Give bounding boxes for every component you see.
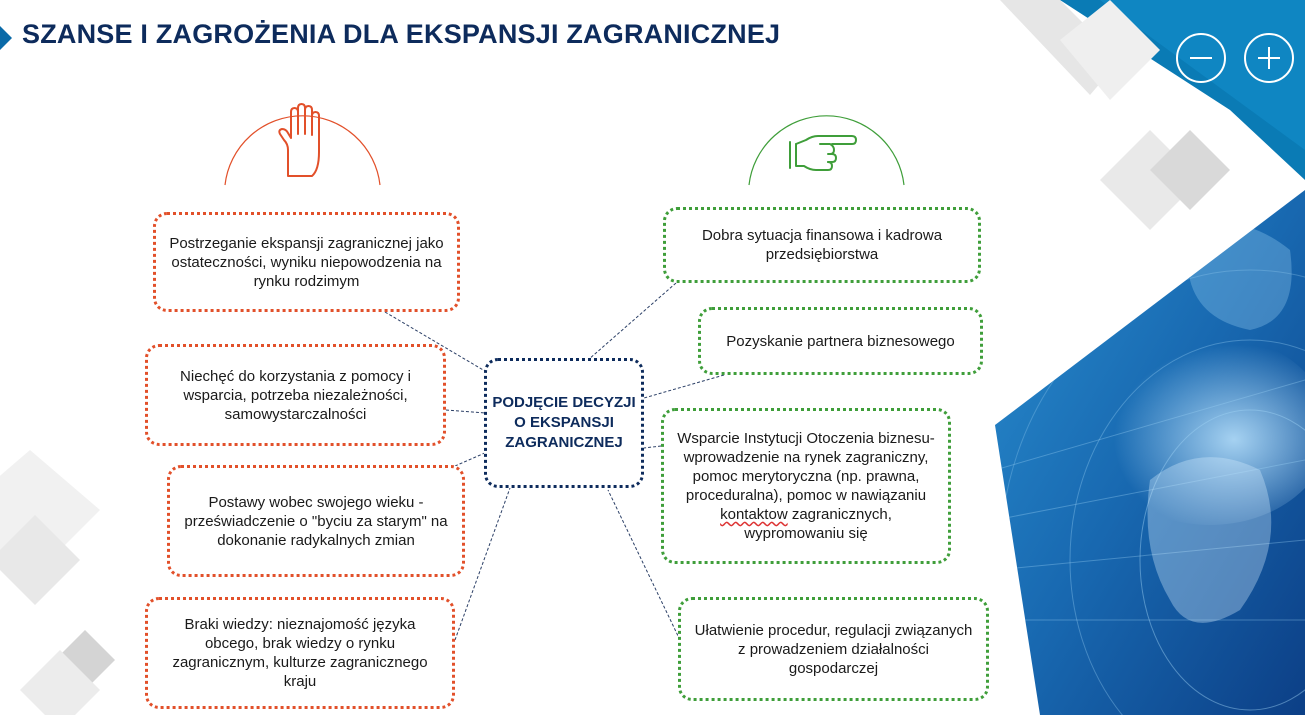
threat-box-4: Braki wiedzy: nieznajomość języka obcego, brak wiedzy o rynku zagranicznym, kulturze zagranicznego kraju [145, 597, 455, 709]
threat-box-1: Postrzeganie ekspansji zagranicznej jako ostateczności, wyniku niepowodzenia na rynku rodzimym [153, 212, 460, 312]
opportunity-box-4: Ułatwienie procedur, regulacji związanych z prowadzeniem działalności gospodarczej [678, 597, 989, 701]
hand-stop-icon [279, 104, 319, 176]
opportunity-box-1: Dobra sytuacja finansowa i kadrowa przedsiębiorstwa [663, 207, 981, 283]
opportunities-icon-arc [744, 100, 909, 190]
hand-pointing-icon [790, 136, 856, 170]
center-decision-box: PODJĘCIE DECYZJI O EKSPANSJI ZAGRANICZNEJ [484, 358, 644, 488]
opportunity-box-3 [661, 408, 951, 564]
connector-opportunity-2 [644, 375, 724, 398]
threats-icon-arc [220, 100, 385, 190]
connector-opportunity-1 [588, 283, 676, 360]
threat-box-3: Postawy wobec swojego wieku - przeświadczenie o "byciu za starym" na dokonanie radykalnych zmian [167, 465, 465, 577]
connector-opportunity-3 [644, 446, 661, 448]
opportunity-box-2: Pozyskanie partnera biznesowego [698, 307, 983, 375]
page-title: SZANSE I ZAGROŻENIA DLA EKSPANSJI ZAGRANICZNEJ [22, 19, 781, 49]
opportunity-3-spellcheck-word: kontaktow [720, 506, 788, 523]
connector-threat-2 [446, 410, 486, 413]
opportunity-3-text-start: Wsparcie Instytucji Otoczenia biznesu- wprowadzenie na rynek zagraniczny, pomoc merytoryczna (np. prawna, proceduralna), pomoc w nawiązaniu [677, 430, 935, 504]
threat-box-2: Niechęć do korzystania z pomocy i wsparcia, potrzeba niezależności, samowystarczalności [145, 344, 446, 446]
connector-threat-3 [455, 452, 487, 466]
opportunity-3-text-end: zagranicznych, wypromowaniu się [744, 506, 892, 542]
